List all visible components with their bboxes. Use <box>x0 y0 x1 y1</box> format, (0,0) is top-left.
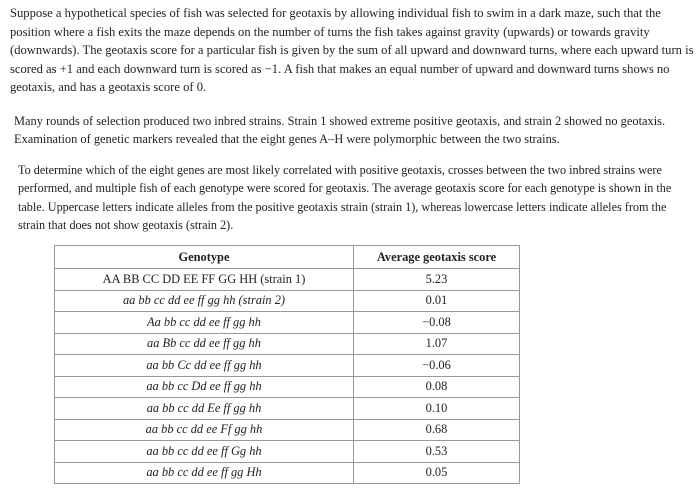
selection-paragraph: Many rounds of selection produced two inbred strains. Strain 1 showed extreme positive geotaxis, and strain 2 showed no geotaxis. Examination of genetic markers revealed that the eight genes A–H were polymorphic between the two strains. <box>14 114 666 147</box>
score-cell: 1.07 <box>353 333 519 355</box>
score-cell: 0.08 <box>353 376 519 398</box>
table-row <box>55 462 520 484</box>
intro-paragraph: Suppose a hypothetical species of fish was selected for geotaxis by allowing individual fish to swim in a dark maze, such that the position where a fish exits the maze depends on the number of turns the fish takes against gravity (upwards) or towards gravity (downwards). The geotaxis score for a particular fish is given by the sum of all upward and downward turns, where each upward turn is scored as +1 and each downward turn is scored as −1. A fish that makes an equal number of upward and downward turns shows no geotaxis, and has a geotaxis score of 0. <box>10 6 694 94</box>
score-cell: −0.08 <box>353 312 519 334</box>
score-header: Average geotaxis score <box>353 246 519 269</box>
table-row <box>55 312 520 334</box>
score-cell: 0.10 <box>353 398 519 420</box>
genotype-cell: aa bb cc dd ee ff gg hh (strain 2) <box>55 290 354 312</box>
genotype-cell: Aa bb cc dd ee ff gg hh <box>55 312 354 334</box>
geotaxis-table <box>54 245 520 484</box>
table-row <box>55 355 520 377</box>
score-cell: 0.53 <box>353 441 519 463</box>
genotype-cell: aa bb cc dd ee Ff gg hh <box>55 419 354 441</box>
table-header-row <box>55 246 520 269</box>
genotype-cell: AA BB CC DD EE FF GG HH (strain 1) <box>55 269 354 291</box>
score-cell: 5.23 <box>353 269 519 291</box>
genotype-cell: aa bb cc dd ee ff Gg hh <box>55 441 354 463</box>
genotype-cell: aa bb cc dd ee ff gg Hh <box>55 462 354 484</box>
table-row <box>55 398 520 420</box>
table-row <box>55 290 520 312</box>
table-row <box>55 269 520 291</box>
table-row <box>55 333 520 355</box>
score-cell: 0.05 <box>353 462 519 484</box>
score-cell: 0.68 <box>353 419 519 441</box>
genotype-cell: aa bb cc Dd ee ff gg hh <box>55 376 354 398</box>
genotype-cell: aa Bb cc dd ee ff gg hh <box>55 333 354 355</box>
table-row <box>55 419 520 441</box>
genotype-cell: aa bb Cc dd ee ff gg hh <box>55 355 354 377</box>
table-row <box>55 441 520 463</box>
score-cell: 0.01 <box>353 290 519 312</box>
score-cell: −0.06 <box>353 355 519 377</box>
table-row <box>55 376 520 398</box>
genotype-cell: aa bb cc dd Ee ff gg hh <box>55 398 354 420</box>
genotype-header: Genotype <box>55 246 354 269</box>
crosses-paragraph: To determine which of the eight genes are most likely correlated with positive geotaxis, crosses between the two inbred strains were performed, and multiple fish of each genotype were scored for geotaxis. The average geotaxis score for each genotype is shown in the table. Uppercase letters indicate alleles from the positive geotaxis strain (strain 1), whereas lowercase letters indicate alleles from the strain that does not show geotaxis (strain 2). <box>18 163 672 233</box>
